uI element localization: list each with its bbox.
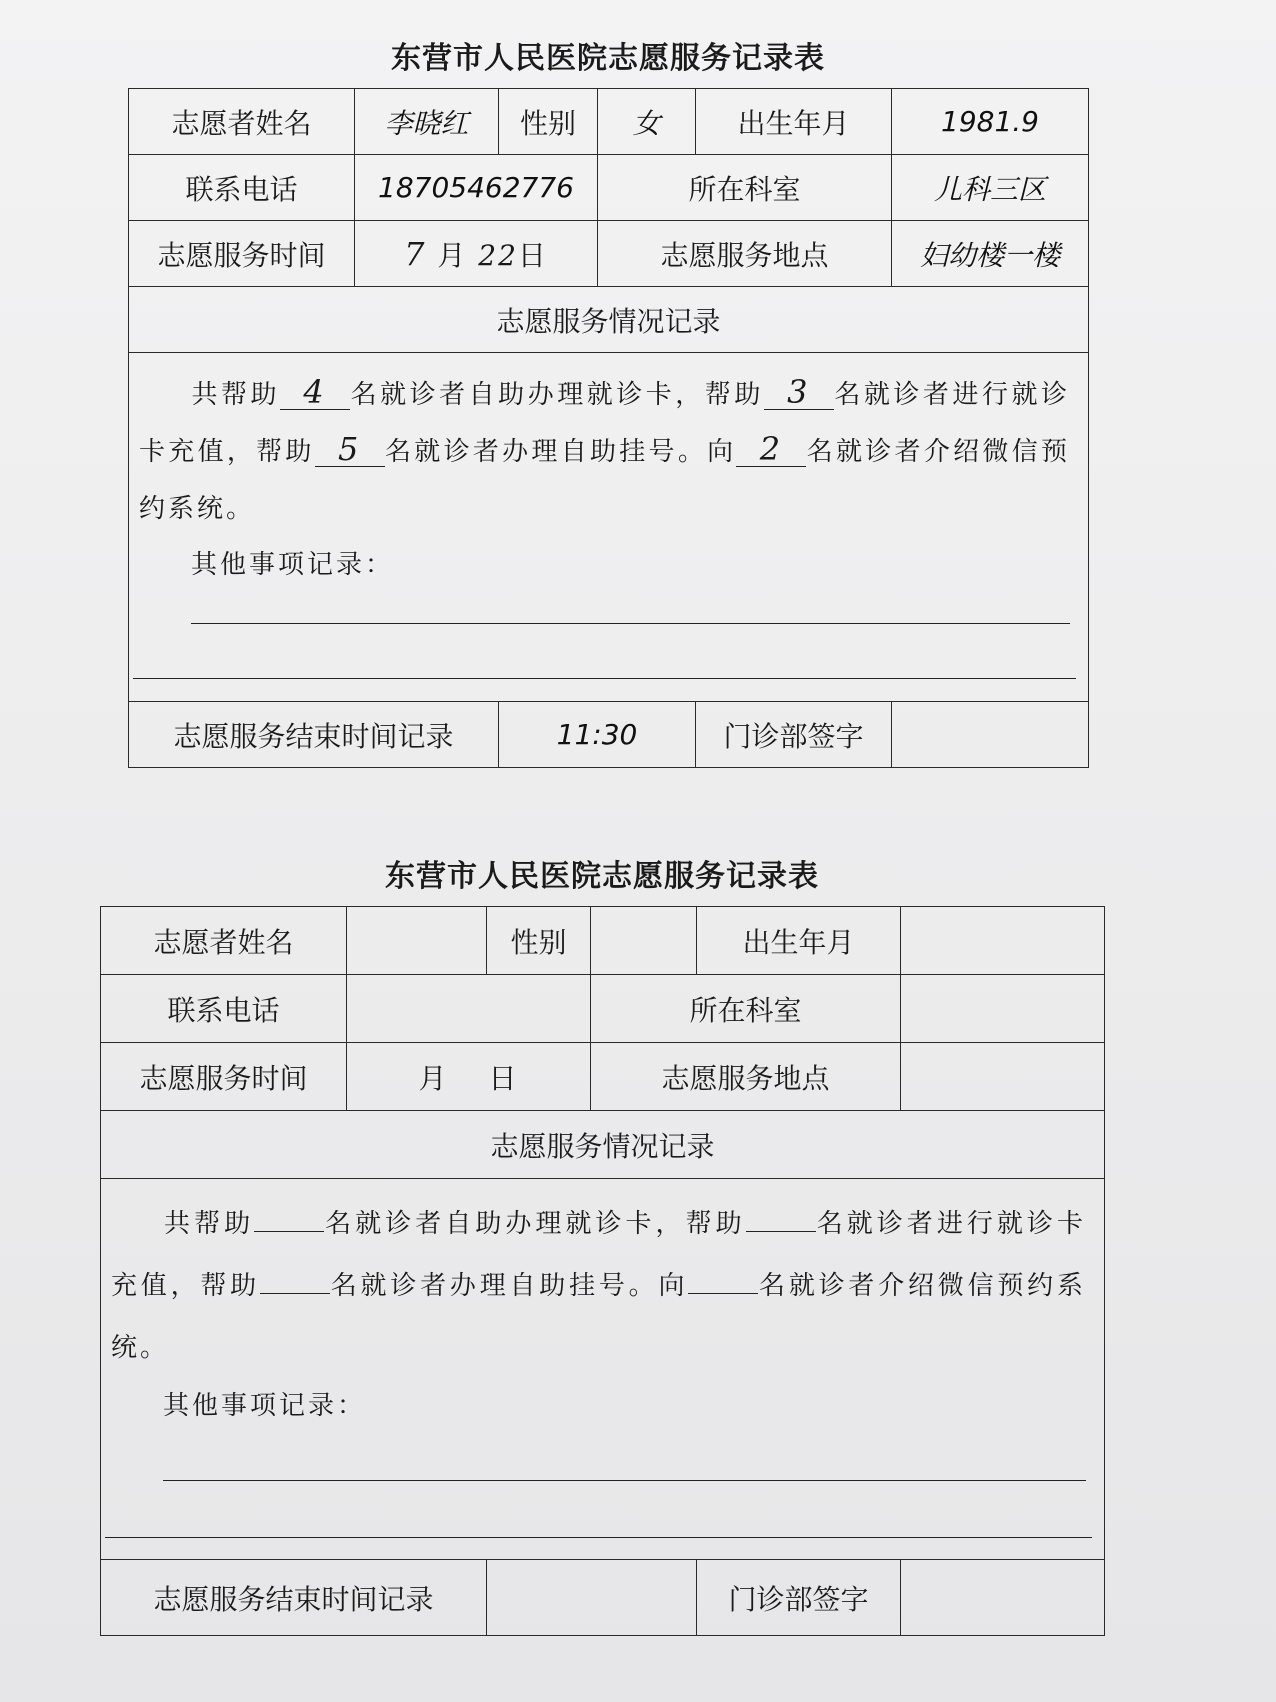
record-body bbox=[101, 1179, 1105, 1560]
value-service-date[interactable] bbox=[355, 221, 598, 287]
label-birth: 出生年月 bbox=[697, 907, 901, 975]
label-service-place: 志愿服务地点 bbox=[598, 221, 892, 287]
month-label: 月 bbox=[437, 238, 468, 272]
volunteer-record-form-blank bbox=[100, 848, 1104, 1636]
record-paragraph: 共帮助 名就诊者自助办理就诊卡，帮助 名就诊者进行就诊卡充值，帮助 名就诊者办理自助挂号。向 名就诊者介绍微信预约系统。 bbox=[111, 1209, 1086, 1363]
service-day: 22 bbox=[478, 238, 518, 272]
value-end-time[interactable] bbox=[487, 1560, 697, 1636]
value-gender[interactable]: 女 bbox=[598, 89, 696, 155]
value-service-place[interactable] bbox=[901, 1043, 1105, 1111]
blank-self-register[interactable] bbox=[260, 1293, 330, 1294]
label-sign: 门诊部签字 bbox=[696, 702, 892, 768]
label-name: 志愿者姓名 bbox=[101, 907, 347, 975]
blank-card-recharge[interactable]: 3 bbox=[764, 375, 834, 410]
value-sign[interactable] bbox=[901, 1560, 1105, 1636]
label-service-time: 志愿服务时间 bbox=[129, 221, 355, 287]
record-paragraph: 共帮助 4 名就诊者自助办理就诊卡，帮助 3 名就诊者进行就诊卡充值，帮助 5 名就诊者办理自助挂号。向 2 名就诊者介绍微信预约系统。 bbox=[139, 373, 1070, 524]
day-label: 日 bbox=[488, 1061, 519, 1095]
label-name: 志愿者姓名 bbox=[129, 89, 355, 155]
value-service-date[interactable] bbox=[347, 1043, 591, 1111]
value-sign[interactable] bbox=[892, 702, 1089, 768]
label-phone: 联系电话 bbox=[129, 155, 355, 221]
value-birth[interactable]: 1981.9 bbox=[892, 89, 1089, 155]
service-month: 7 bbox=[404, 234, 427, 273]
other-items-line-1[interactable] bbox=[163, 1480, 1086, 1481]
label-dept: 所在科室 bbox=[598, 155, 892, 221]
label-sign: 门诊部签字 bbox=[697, 1560, 901, 1636]
record-body bbox=[129, 353, 1089, 702]
label-birth: 出生年月 bbox=[696, 89, 892, 155]
value-service-place[interactable]: 妇幼楼一楼 bbox=[892, 221, 1089, 287]
other-items-label: 其他事项记录： bbox=[191, 550, 395, 580]
record-header: 志愿服务情况记录 bbox=[101, 1111, 1105, 1179]
other-items-line-2[interactable] bbox=[105, 1537, 1092, 1538]
other-items-line-2[interactable] bbox=[133, 678, 1076, 679]
day-label: 日 bbox=[517, 238, 548, 272]
label-service-time: 志愿服务时间 bbox=[101, 1043, 347, 1111]
form-table bbox=[128, 88, 1089, 768]
blank-self-card[interactable]: 4 bbox=[280, 375, 350, 410]
label-service-place: 志愿服务地点 bbox=[591, 1043, 901, 1111]
value-name[interactable]: 李晓红 bbox=[355, 89, 499, 155]
blank-wechat-intro[interactable] bbox=[688, 1293, 758, 1294]
label-gender: 性别 bbox=[487, 907, 591, 975]
value-name[interactable] bbox=[347, 907, 487, 975]
value-end-time[interactable]: 11:30 bbox=[499, 702, 696, 768]
volunteer-record-form-filled bbox=[128, 30, 1088, 768]
label-end-time: 志愿服务结束时间记录 bbox=[129, 702, 499, 768]
value-phone[interactable] bbox=[347, 975, 591, 1043]
value-dept[interactable]: 儿科三区 bbox=[892, 155, 1089, 221]
value-dept[interactable] bbox=[901, 975, 1105, 1043]
other-items-line-1[interactable] bbox=[191, 623, 1070, 624]
value-gender[interactable] bbox=[591, 907, 697, 975]
blank-card-recharge[interactable] bbox=[746, 1231, 816, 1232]
blank-self-register[interactable]: 5 bbox=[315, 432, 385, 467]
value-phone[interactable]: 18705462776 bbox=[355, 155, 598, 221]
form-title: 东营市人民医院志愿服务记录表 bbox=[385, 859, 819, 894]
form-title: 东营市人民医院志愿服务记录表 bbox=[391, 41, 825, 76]
blank-wechat-intro[interactable]: 2 bbox=[736, 432, 806, 467]
label-phone: 联系电话 bbox=[101, 975, 347, 1043]
form-table bbox=[100, 906, 1105, 1636]
label-dept: 所在科室 bbox=[591, 975, 901, 1043]
month-label: 月 bbox=[418, 1061, 449, 1095]
label-end-time: 志愿服务结束时间记录 bbox=[101, 1560, 487, 1636]
record-header: 志愿服务情况记录 bbox=[129, 287, 1089, 353]
other-items-label: 其他事项记录： bbox=[163, 1391, 367, 1421]
label-gender: 性别 bbox=[499, 89, 598, 155]
value-birth[interactable] bbox=[901, 907, 1105, 975]
blank-self-card[interactable] bbox=[254, 1231, 324, 1232]
